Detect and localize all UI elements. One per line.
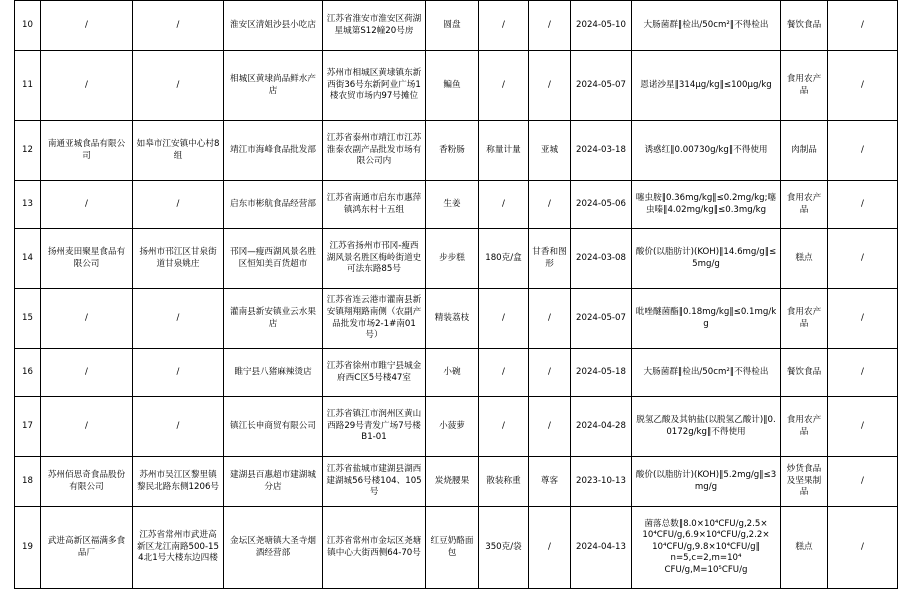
seller-address: 江苏省南通市启东市惠萍镇鸿东村十五组 xyxy=(323,181,426,229)
production-date: 2024-03-18 xyxy=(571,121,632,181)
seller-address: 江苏省盐城市建湖县湖西建湖城56号楼104、105号 xyxy=(323,457,426,507)
food-category: 餐饮食品 xyxy=(781,1,828,51)
brand: 亚城 xyxy=(529,121,571,181)
table-row xyxy=(15,289,898,349)
producer-name: / xyxy=(41,397,133,457)
row-number: 19 xyxy=(15,507,41,589)
producer-name: 苏州佰思奇食品股份有限公司 xyxy=(41,457,133,507)
food-category: 餐饮食品 xyxy=(781,349,828,397)
producer-address: / xyxy=(133,1,224,51)
production-date: 2024-05-18 xyxy=(571,349,632,397)
product-name: 步步糕 xyxy=(426,229,479,289)
row-number: 14 xyxy=(15,229,41,289)
seller-address: 江苏省徐州市睢宁县城金府西C区5号楼47室 xyxy=(323,349,426,397)
food-category: 食用农产品 xyxy=(781,397,828,457)
table-row xyxy=(15,349,898,397)
row-number: 17 xyxy=(15,397,41,457)
producer-name: / xyxy=(41,181,133,229)
row-number: 15 xyxy=(15,289,41,349)
seller-address: 江苏省淮安市淮安区荷湖星城第S12幢20号房 xyxy=(323,1,426,51)
failed-item: 恩诺沙星‖314μg/kg‖≤100μg/kg xyxy=(632,51,781,121)
remark: / xyxy=(828,1,898,51)
failed-item: 酸价(以脂肪计)(KOH)‖5.2mg/g‖≤3mg/g xyxy=(632,457,781,507)
seller-name: 灌南县新安镇业云水果店 xyxy=(224,289,323,349)
remark: / xyxy=(828,397,898,457)
production-date: 2024-04-13 xyxy=(571,507,632,589)
row-number: 16 xyxy=(15,349,41,397)
table-row xyxy=(15,507,898,589)
sampling-results-table xyxy=(14,0,898,589)
failed-item xyxy=(632,507,781,589)
producer-name: 南通亚城食品有限公司 xyxy=(41,121,133,181)
failed-item: 大肠菌群‖检出/50cm²‖不得检出 xyxy=(632,1,781,51)
failed-item-line: 菌落总数‖8.0×10⁴CFU/g,2.5× xyxy=(644,518,768,529)
table-row xyxy=(15,457,898,507)
product-spec: / xyxy=(479,181,529,229)
product-spec: 180克/盒 xyxy=(479,229,529,289)
food-category: 食用农产品 xyxy=(781,181,828,229)
product-name: 炭烧腰果 xyxy=(426,457,479,507)
row-number: 12 xyxy=(15,121,41,181)
producer-name: 扬州麦田聚星食品有限公司 xyxy=(41,229,133,289)
brand: 尊客 xyxy=(529,457,571,507)
producer-address: / xyxy=(133,289,224,349)
seller-address: 江苏省连云港市灌南县新安镇翔翔路南侧（农副产品批发市场2-1#南01号） xyxy=(323,289,426,349)
remark: / xyxy=(828,181,898,229)
failed-item-line: CFU/g,M=10⁵CFU/g xyxy=(664,564,748,575)
product-name: 鳊鱼 xyxy=(426,51,479,121)
failed-item-line: 10⁴CFU/g,6.9×10⁴CFU/g,2.2× xyxy=(642,530,770,541)
production-date: 2024-05-07 xyxy=(571,51,632,121)
seller-address: 江苏省扬州市邗冈-瘦西湖风景名胜区梅岭街道史可法东路85号 xyxy=(323,229,426,289)
producer-name: / xyxy=(41,289,133,349)
table-row xyxy=(15,181,898,229)
food-category: 糕点 xyxy=(781,229,828,289)
seller-name: 镇江长申商贸有限公司 xyxy=(224,397,323,457)
production-date: 2024-05-07 xyxy=(571,289,632,349)
producer-name: / xyxy=(41,1,133,51)
table-row xyxy=(15,1,898,51)
product-name: 香粉肠 xyxy=(426,121,479,181)
brand: / xyxy=(529,289,571,349)
remark: / xyxy=(828,51,898,121)
failed-item: 脱氢乙酸及其钠盐(以脱氢乙酸计)‖0.0172g/kg‖不得使用 xyxy=(632,397,781,457)
failed-item-line: n=5,c=2,m=10⁴ xyxy=(670,553,742,564)
seller-address: 江苏省常州市金坛区尧塘镇中心大街西侧64-70号 xyxy=(323,507,426,589)
producer-address: / xyxy=(133,51,224,121)
remark: / xyxy=(828,349,898,397)
product-spec: / xyxy=(479,51,529,121)
table-row xyxy=(15,51,898,121)
producer-address: / xyxy=(133,181,224,229)
brand: / xyxy=(529,1,571,51)
product-spec: 350克/袋 xyxy=(479,507,529,589)
brand: / xyxy=(529,181,571,229)
seller-name: 启东市彬航食品经营部 xyxy=(224,181,323,229)
producer-address: 如皋市江安镇中心村8组 xyxy=(133,121,224,181)
brand: 甘香和图形 xyxy=(529,229,571,289)
product-name: 圆盘 xyxy=(426,1,479,51)
seller-address: 江苏省镇江市润州区黄山西路29号青发广场7号楼B1-01 xyxy=(323,397,426,457)
seller-name: 相城区黄埭尚品鲜水产店 xyxy=(224,51,323,121)
row-number: 10 xyxy=(15,1,41,51)
product-name: 小碗 xyxy=(426,349,479,397)
producer-address: 扬州市邗江区甘泉街道甘泉姚庄 xyxy=(133,229,224,289)
failed-item: 酸价(以脂肪计)(KOH)‖14.6mg/g‖≤5mg/g xyxy=(632,229,781,289)
brand: / xyxy=(529,51,571,121)
brand: / xyxy=(529,507,571,589)
food-category: 糕点 xyxy=(781,507,828,589)
table-body xyxy=(15,1,898,589)
product-name: 小菠萝 xyxy=(426,397,479,457)
seller-address: 苏州市相城区黄埭镇东新西街36号东新阿业广场1楼农贸市场内97号摊位 xyxy=(323,51,426,121)
seller-name: 金坛区尧塘镇大圣寺烟酒经营部 xyxy=(224,507,323,589)
brand: / xyxy=(529,349,571,397)
food-category: 肉制品 xyxy=(781,121,828,181)
failed-item: 吡唑醚菌酯‖0.18mg/kg‖≤0.1mg/kg xyxy=(632,289,781,349)
remark: / xyxy=(828,457,898,507)
production-date: 2024-03-08 xyxy=(571,229,632,289)
producer-address: / xyxy=(133,397,224,457)
product-spec: 散装称重 xyxy=(479,457,529,507)
product-spec: 称量计量 xyxy=(479,121,529,181)
table-row xyxy=(15,397,898,457)
failed-item: 诱惑红‖0.00730g/kg‖不得使用 xyxy=(632,121,781,181)
row-number: 11 xyxy=(15,51,41,121)
seller-address: 江苏省泰州市靖江市江苏淮泰农副产品批发市场有限公司内 xyxy=(323,121,426,181)
food-category: 食用农产品 xyxy=(781,51,828,121)
remark: / xyxy=(828,289,898,349)
product-spec: / xyxy=(479,397,529,457)
seller-name: 邗冈—瘦西湖风景名胜区恒知美百货超市 xyxy=(224,229,323,289)
producer-name: 武进高新区福满多食品厂 xyxy=(41,507,133,589)
producer-name: / xyxy=(41,51,133,121)
row-number: 18 xyxy=(15,457,41,507)
seller-name: 建湖县百惠超市建湖城分店 xyxy=(224,457,323,507)
remark: / xyxy=(828,229,898,289)
brand: / xyxy=(529,397,571,457)
product-name: 生姜 xyxy=(426,181,479,229)
product-spec: / xyxy=(479,349,529,397)
food-category: 食用农产品 xyxy=(781,289,828,349)
seller-name: 睢宁县八猪麻辣烫店 xyxy=(224,349,323,397)
producer-address: / xyxy=(133,349,224,397)
failed-item: 噻虫胺‖0.36mg/kg‖≤0.2mg/kg;噻虫嗪‖4.02mg/kg‖≤0.3mg/kg xyxy=(632,181,781,229)
production-date: 2024-04-28 xyxy=(571,397,632,457)
failed-item-line: 10⁴CFU/g,9.8×10⁴CFU/g‖ xyxy=(652,541,760,552)
product-name: 红豆奶酪面包 xyxy=(426,507,479,589)
remark: / xyxy=(828,507,898,589)
seller-name: 靖江市海峰食品批发部 xyxy=(224,121,323,181)
producer-name: / xyxy=(41,349,133,397)
production-date: 2024-05-06 xyxy=(571,181,632,229)
failed-item: 大肠菌群‖检出/50cm²‖不得检出 xyxy=(632,349,781,397)
product-spec: / xyxy=(479,289,529,349)
table-row xyxy=(15,229,898,289)
table-row xyxy=(15,121,898,181)
production-date: 2024-05-10 xyxy=(571,1,632,51)
product-name: 精装荔枝 xyxy=(426,289,479,349)
row-number: 13 xyxy=(15,181,41,229)
food-category: 炒货食品及坚果制品 xyxy=(781,457,828,507)
producer-address: 苏州市吴江区黎里镇黎民北路东侧1206号 xyxy=(133,457,224,507)
producer-address: 江苏省常州市武进高新区龙江南路500-154北1号大楼东边四楼 xyxy=(133,507,224,589)
product-spec: / xyxy=(479,1,529,51)
remark: / xyxy=(828,121,898,181)
production-date: 2023-10-13 xyxy=(571,457,632,507)
seller-name: 淮安区清姐沙县小吃店 xyxy=(224,1,323,51)
